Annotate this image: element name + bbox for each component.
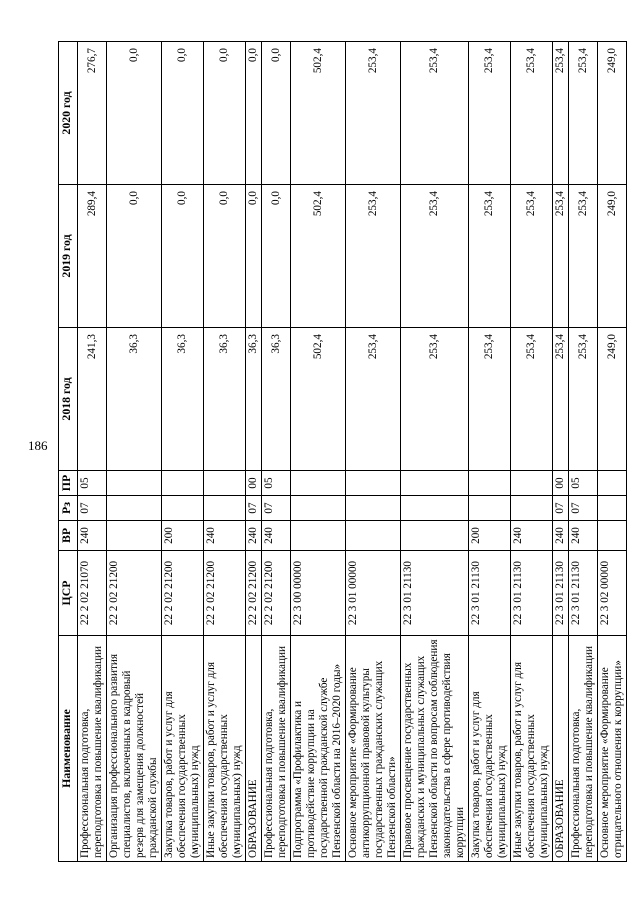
row-vr: 240 (511, 521, 553, 551)
row-2019: 253,4 (553, 185, 569, 328)
page-number: 186 (28, 438, 48, 453)
row-csr: 22 2 02 21200 (246, 551, 262, 636)
row-2020: 253,4 (346, 42, 401, 185)
row-rz (511, 496, 553, 521)
row-pr (346, 471, 401, 496)
row-2019: 253,4 (569, 185, 598, 328)
row-2020: 253,4 (553, 42, 569, 185)
row-2020: 276,7 (78, 42, 107, 185)
row-rz (162, 496, 204, 521)
row-pr: 00 (246, 471, 262, 496)
table-row (553, 42, 569, 862)
row-2020: 253,4 (469, 42, 511, 185)
row-2018: 241,3 (78, 328, 107, 471)
row-2019: 253,4 (511, 185, 553, 328)
table-row (569, 42, 598, 862)
row-2018: 253,4 (511, 328, 553, 471)
row-csr: 22 3 02 00000 (598, 551, 627, 636)
row-pr: 05 (78, 471, 107, 496)
row-2019: 253,4 (469, 185, 511, 328)
row-2019: 289,4 (78, 185, 107, 328)
table-row (346, 42, 401, 862)
row-csr: 22 2 02 21200 (204, 551, 246, 636)
header-pr: ПР (59, 471, 78, 496)
row-2018: 253,4 (469, 328, 511, 471)
row-2020: 0,0 (162, 42, 204, 185)
row-2018: 36,3 (262, 328, 291, 471)
table-row (291, 42, 346, 862)
row-pr (511, 471, 553, 496)
row-2019: 0,0 (246, 185, 262, 328)
row-csr: 22 3 01 21130 (569, 551, 598, 636)
row-rz (107, 496, 162, 521)
row-2019: 253,4 (346, 185, 401, 328)
row-csr: 22 2 02 21200 (107, 551, 162, 636)
row-2019: 0,0 (162, 185, 204, 328)
row-csr: 22 3 01 21130 (469, 551, 511, 636)
table-row (511, 42, 553, 862)
row-csr: 22 3 01 21130 (553, 551, 569, 636)
row-2018: 253,4 (569, 328, 598, 471)
header-vr: ВР (59, 521, 78, 551)
row-vr: 240 (553, 521, 569, 551)
row-name: ОБРАЗОВАНИЕ (553, 636, 569, 862)
row-2020: 0,0 (204, 42, 246, 185)
row-name: Закупка товаров, работ и услуг для обеспечения государственных (муниципальных) нужд (469, 636, 511, 862)
table-body (78, 42, 627, 862)
row-vr (107, 521, 162, 551)
row-2020: 0,0 (107, 42, 162, 185)
row-2020: 253,4 (401, 42, 469, 185)
table-row (246, 42, 262, 862)
row-2020: 0,0 (246, 42, 262, 185)
row-rz: 07 (262, 496, 291, 521)
table-row (469, 42, 511, 862)
row-csr: 22 3 00 00000 (291, 551, 346, 636)
row-pr (291, 471, 346, 496)
row-pr (204, 471, 246, 496)
row-vr: 200 (162, 521, 204, 551)
header-2020: 2020 год (59, 42, 78, 185)
row-rz: 07 (569, 496, 598, 521)
row-name: Правовое просвещение государственных гражданских и муниципальных служащих Пензенской области по вопросам соблюдения законодательства в сфере противодействия коррупции (401, 636, 469, 862)
header-2019: 2019 год (59, 185, 78, 328)
row-rz (346, 496, 401, 521)
row-rz (291, 496, 346, 521)
row-2020: 253,4 (511, 42, 553, 185)
row-name: Профессиональная подготовка, переподготовка и повышение квалификации (262, 636, 291, 862)
row-name: Профессиональная подготовка, переподготовка и повышение квалификации (78, 636, 107, 862)
row-2018: 36,3 (246, 328, 262, 471)
header-name: Наименование (59, 636, 78, 862)
row-rz: 07 (553, 496, 569, 521)
row-csr: 22 3 01 21130 (401, 551, 469, 636)
row-rz: 07 (246, 496, 262, 521)
row-2019: 0,0 (204, 185, 246, 328)
header-rz: Рз (59, 496, 78, 521)
row-2018: 253,4 (346, 328, 401, 471)
row-2018: 502,4 (291, 328, 346, 471)
row-pr (469, 471, 511, 496)
row-vr: 240 (262, 521, 291, 551)
row-pr: 00 (553, 471, 569, 496)
row-2019: 0,0 (262, 185, 291, 328)
row-pr: 05 (262, 471, 291, 496)
table-row (598, 42, 627, 862)
row-csr: 22 2 02 21200 (162, 551, 204, 636)
row-2018: 36,3 (162, 328, 204, 471)
row-name: Подпрограмма «Профилактика и противодействие коррупции на государственной гражданской службе Пензенской области на 2016–2020 годы» (291, 636, 346, 862)
row-2018: 249,0 (598, 328, 627, 471)
row-rz (401, 496, 469, 521)
row-2019: 502,4 (291, 185, 346, 328)
row-vr (346, 521, 401, 551)
row-pr (598, 471, 627, 496)
row-2019: 0,0 (107, 185, 162, 328)
row-vr: 200 (469, 521, 511, 551)
table-row (262, 42, 291, 862)
row-2019: 253,4 (401, 185, 469, 328)
row-name: ОБРАЗОВАНИЕ (246, 636, 262, 862)
row-name: Закупка товаров, работ и услуг для обеспечения государственных (муниципальных) нужд (162, 636, 204, 862)
row-rz (469, 496, 511, 521)
row-vr: 240 (569, 521, 598, 551)
row-name: Организация профессионального развития специалистов, включенных в кадровый резерв для замещения должностей гражданской службы (107, 636, 162, 862)
row-name: Основное мероприятие «Формирование отрицательного отношения к коррупции» (598, 636, 627, 862)
row-name: Иные закупки товаров, работ и услуг для обеспечения государственных (муниципальных) нужд (511, 636, 553, 862)
header-2018: 2018 год (59, 328, 78, 471)
row-2020: 502,4 (291, 42, 346, 185)
rotated-table-container (58, 42, 624, 862)
row-2020: 249,0 (598, 42, 627, 185)
row-pr (162, 471, 204, 496)
row-rz: 07 (78, 496, 107, 521)
row-name: Профессиональная подготовка, переподготовка и повышение квалификации (569, 636, 598, 862)
row-2020: 0,0 (262, 42, 291, 185)
table-row (107, 42, 162, 862)
row-csr: 22 2 02 21070 (78, 551, 107, 636)
row-pr (401, 471, 469, 496)
row-name: Основное мероприятие «Формирование антикоррупционной правовой культуры государственных гражданских служащих Пензенской области» (346, 636, 401, 862)
row-rz (598, 496, 627, 521)
row-csr: 22 2 02 21200 (262, 551, 291, 636)
header-csr: ЦСР (59, 551, 78, 636)
table-row (401, 42, 469, 862)
row-vr (598, 521, 627, 551)
row-vr: 240 (246, 521, 262, 551)
row-name: Иные закупки товаров, работ и услуг для обеспечения государственных (муниципальных) нужд (204, 636, 246, 862)
budget-table (58, 41, 627, 862)
row-csr: 22 3 01 21130 (511, 551, 553, 636)
row-2018: 36,3 (107, 328, 162, 471)
table-row (204, 42, 246, 862)
row-2020: 253,4 (569, 42, 598, 185)
row-rz (204, 496, 246, 521)
row-pr (107, 471, 162, 496)
row-csr: 22 3 01 00000 (346, 551, 401, 636)
row-2019: 249,0 (598, 185, 627, 328)
table-row (78, 42, 107, 862)
row-vr (291, 521, 346, 551)
row-vr: 240 (204, 521, 246, 551)
table-row (162, 42, 204, 862)
row-pr: 05 (569, 471, 598, 496)
row-2018: 253,4 (553, 328, 569, 471)
row-vr (401, 521, 469, 551)
row-2018: 36,3 (204, 328, 246, 471)
header-row (59, 42, 78, 862)
row-vr: 240 (78, 521, 107, 551)
row-2018: 253,4 (401, 328, 469, 471)
